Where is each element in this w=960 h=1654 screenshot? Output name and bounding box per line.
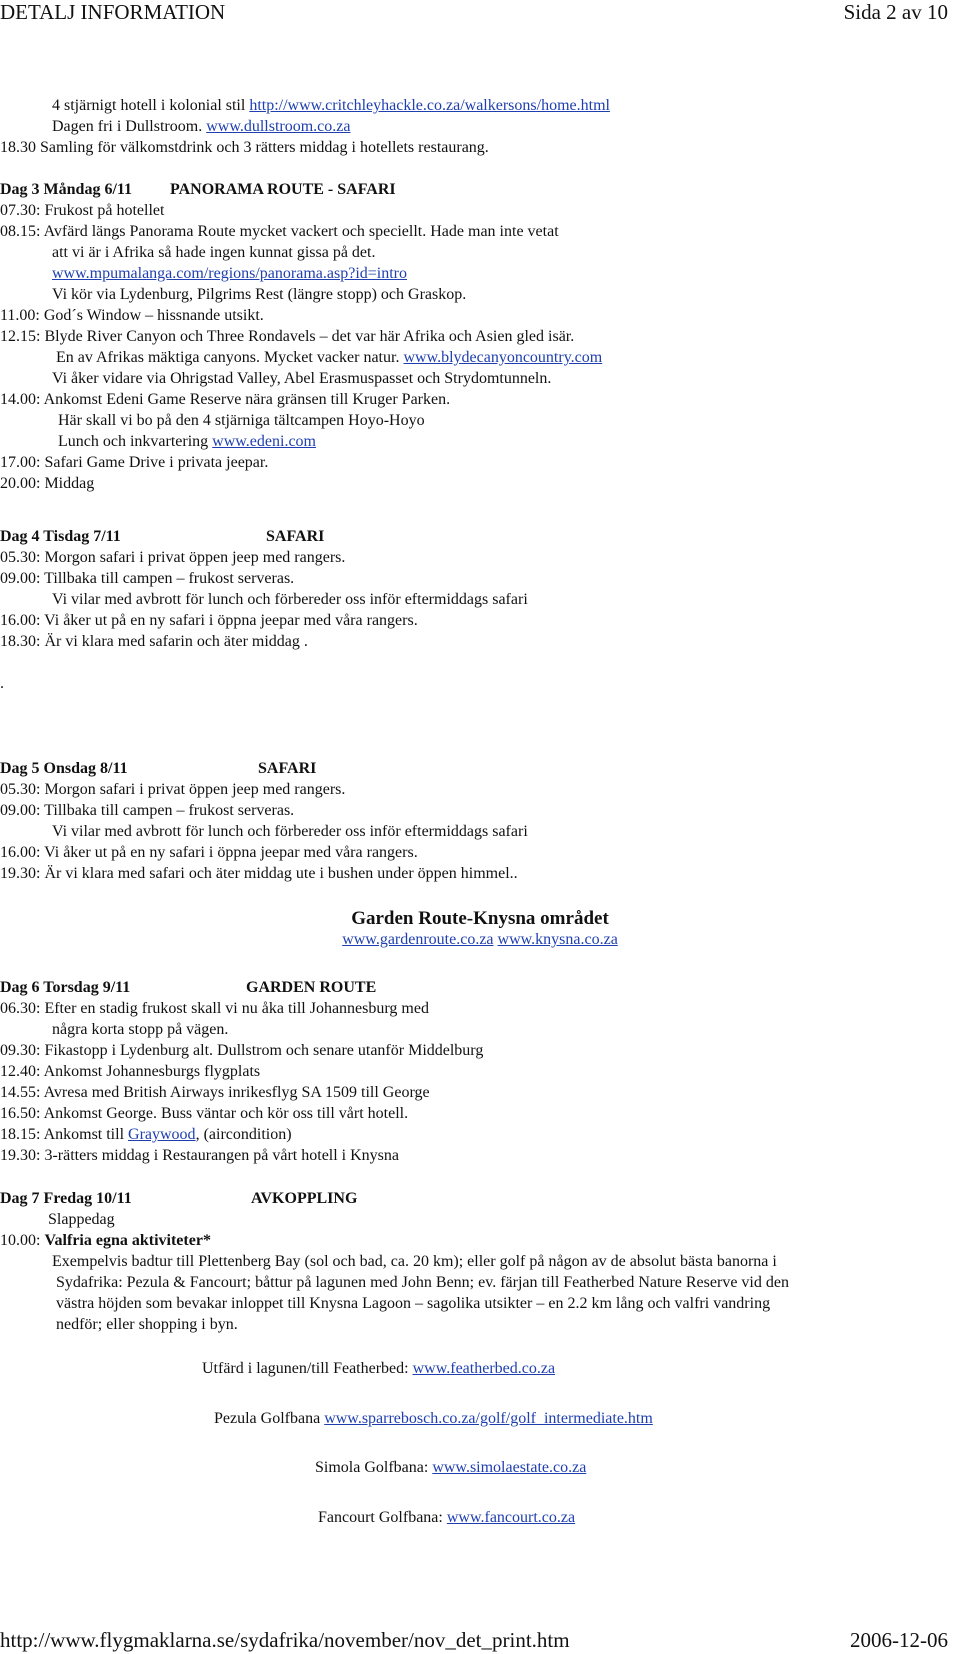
day3-line: 11.00: God´s Window – hissnande utsikt.	[0, 307, 264, 324]
day4-heading: Dag 4 Tisdag 7/11 SAFARI	[0, 528, 325, 545]
footer-url: http://www.flygmaklarna.se/sydafrika/november/nov_det_print.htm	[0, 1628, 570, 1652]
valfria-aktiviteter: Valfria egna aktiviteter*	[44, 1232, 211, 1249]
day7-line: Sydafrika: Pezula & Fancourt; båttur på lagunen med John Benn; ev. färjan till Featherbed Nature Reserve vid den	[56, 1274, 789, 1291]
dullstroom-line: Dagen fri i Dullstroom. www.dullstroom.co.za	[52, 118, 351, 135]
day5-line: 09.00: Tillbaka till campen – frukost serveras.	[0, 802, 295, 819]
day4-tag: SAFARI	[266, 528, 325, 545]
day4-line: 18.30: Är vi klara med safarin och äter middag .	[0, 633, 308, 650]
day6-line: 18.15: Ankomst till Graywood, (aircondition)	[0, 1126, 292, 1143]
welcome-drink-line: 18.30 Samling för välkomstdrink och 3 rätters middag i hotellets restaurang.	[0, 139, 489, 156]
day3-line: 14.00: Ankomst Edeni Game Reserve nära gränsen till Kruger Parken.	[0, 391, 451, 408]
day6-line: några korta stopp på vägen.	[52, 1021, 229, 1038]
day3-line: Vi åker vidare via Ohrigstad Valley, Abel Erasmuspasset och Strydomtunneln.	[52, 370, 552, 387]
day6-line: 09.30: Fikastopp i Lydenburg alt. Dullstrom och senare utanför Middelburg	[0, 1042, 484, 1059]
pezula-line: Pezula Golfbana www.sparrebosch.co.za/golf/golf_intermediate.htm	[214, 1410, 653, 1427]
day3-line: 17.00: Safari Game Drive i privata jeepar.	[0, 454, 269, 471]
sparrebosch-link[interactable]: www.sparrebosch.co.za/golf/golf_intermediate.htm	[324, 1410, 653, 1427]
page-header	[0, 0, 948, 26]
day3-line: Vi kör via Lydenburg, Pilgrims Rest (längre stopp) och Graskop.	[52, 286, 467, 303]
day6-line: 19.30: 3-rätters middag i Restaurangen på vårt hotell i Knysna	[0, 1147, 400, 1164]
day6-line: 06.30: Efter en stadig frukost skall vi nu åka till Johannesburg med	[0, 1000, 429, 1017]
day4-line: 09.00: Tillbaka till campen – frukost serveras.	[0, 570, 295, 587]
day3-line: 07.30: Frukost på hotellet	[0, 202, 165, 219]
fancourt-line: Fancourt Golfbana: www.fancourt.co.za	[318, 1509, 576, 1526]
day5-line: 05.30: Morgon safari i privat öppen jeep med rangers.	[0, 781, 346, 798]
day6-line: 14.55: Avresa med British Airways inrikesflyg SA 1509 till George	[0, 1084, 430, 1101]
day3-line: 08.15: Avfärd längs Panorama Route mycket vackert och speciellt. Hade man inte vetat	[0, 223, 559, 240]
day6-line: 16.50: Ankomst George. Buss väntar och kör oss till vårt hotell.	[0, 1105, 409, 1122]
day7-line: 10.00: Valfria egna aktiviteter*	[0, 1232, 211, 1249]
day3-tag: PANORAMA ROUTE - SAFARI	[170, 181, 396, 198]
knysna-link[interactable]: www.knysna.co.za	[497, 931, 618, 948]
gardenroute-link[interactable]: www.gardenroute.co.za	[342, 931, 494, 948]
day3-heading: Dag 3 Måndag 6/11 PANORAMA ROUTE - SAFARI	[0, 181, 396, 198]
day7-line: Slappedag	[48, 1211, 115, 1228]
day7-line: västra höjden som bevakar inloppet till Knysna Lagoon – sagolika utsikter – en 2.2 km lång och valfri vandring	[56, 1295, 771, 1312]
day5-heading: Dag 5 Onsdag 8/11 SAFARI	[0, 760, 317, 777]
day3-line: att vi är i Afrika så hade ingen kunnat gissa på det.	[52, 244, 376, 261]
day4-line: 05.30: Morgon safari i privat öppen jeep med rangers.	[0, 549, 346, 566]
featherbed-line: Utfärd i lagunen/till Featherbed: www.featherbed.co.za	[202, 1360, 556, 1377]
simolaestate-link[interactable]: www.simolaestate.co.za	[432, 1459, 587, 1476]
hotel-line: 4 stjärnigt hotell i kolonial stil http://www.critchleyhackle.co.za/walkersons/home.html	[52, 97, 610, 114]
garden-route-title: Garden Route-Knysna området	[351, 908, 609, 929]
day4-line: Vi vilar med avbrott för lunch och förbereder oss inför eftermiddags safari	[52, 591, 528, 608]
graywood-link[interactable]: Graywood	[128, 1126, 196, 1143]
day3-line: En av Afrikas mäktiga canyons. Mycket vacker natur. www.blydecanyoncountry.com	[56, 349, 603, 366]
edeni-link[interactable]: www.edeni.com	[212, 433, 316, 450]
day5-line: 16.00: Vi åker ut på en ny safari i öppna jeepar med våra rangers.	[0, 844, 418, 861]
day3-line: Här skall vi bo på den 4 stjärniga tältcampen Hoyo-Hoyo	[58, 412, 425, 429]
day3-line: 20.00: Middag	[0, 475, 95, 492]
day5-line: 19.30: Är vi klara med safari och äter middag ute i bushen under öppen himmel..	[0, 865, 518, 882]
simola-line: Simola Golfbana: www.simolaestate.co.za	[315, 1459, 587, 1476]
day3-line: 12.15: Blyde River Canyon och Three Rondavels – det var här Afrika och Asien gled isär.	[0, 328, 575, 345]
day6-line: 12.40: Ankomst Johannesburgs flygplats	[0, 1063, 261, 1080]
featherbed-link[interactable]: www.featherbed.co.za	[412, 1360, 556, 1377]
day6-tag: GARDEN ROUTE	[246, 979, 377, 996]
fancourt-link[interactable]: www.fancourt.co.za	[446, 1509, 576, 1526]
day5-tag: SAFARI	[258, 760, 317, 777]
day7-tag: AVKOPPLING	[251, 1190, 358, 1207]
dullstroom-link[interactable]: www.dullstroom.co.za	[206, 118, 351, 135]
day4-line: 16.00: Vi åker ut på en ny safari i öppna jeepar med våra rangers.	[0, 612, 418, 629]
mpumalanga-link[interactable]: www.mpumalanga.com/regions/panorama.asp?id=intro	[52, 265, 407, 282]
day5-line: Vi vilar med avbrott för lunch och förbereder oss inför eftermiddags safari	[52, 823, 528, 840]
day7-line: Exempelvis badtur till Plettenberg Bay (sol och bad, ca. 20 km); eller golf på någon av de absolut bästa banorna i	[52, 1253, 777, 1270]
header-page-number: Sida 2 av 10	[843, 0, 948, 24]
day7-line: nedför; eller shopping i byn.	[56, 1316, 238, 1333]
day3-line: Lunch och inkvartering www.edeni.com	[58, 433, 316, 450]
critchleyhackle-link[interactable]: http://www.critchleyhackle.co.za/walkersons/home.html	[249, 97, 610, 114]
header-title: DETALJ INFORMATION	[0, 0, 226, 24]
blydecanyon-link[interactable]: www.blydecanyoncountry.com	[403, 349, 603, 366]
day6-heading: Dag 6 Torsdag 9/11 GARDEN ROUTE	[0, 979, 377, 996]
footer-date: 2006-12-06	[850, 1628, 948, 1652]
day4-line: .	[0, 675, 4, 692]
day7-heading: Dag 7 Fredag 10/11 AVKOPPLING	[0, 1190, 358, 1207]
garden-route-section	[0, 908, 960, 950]
